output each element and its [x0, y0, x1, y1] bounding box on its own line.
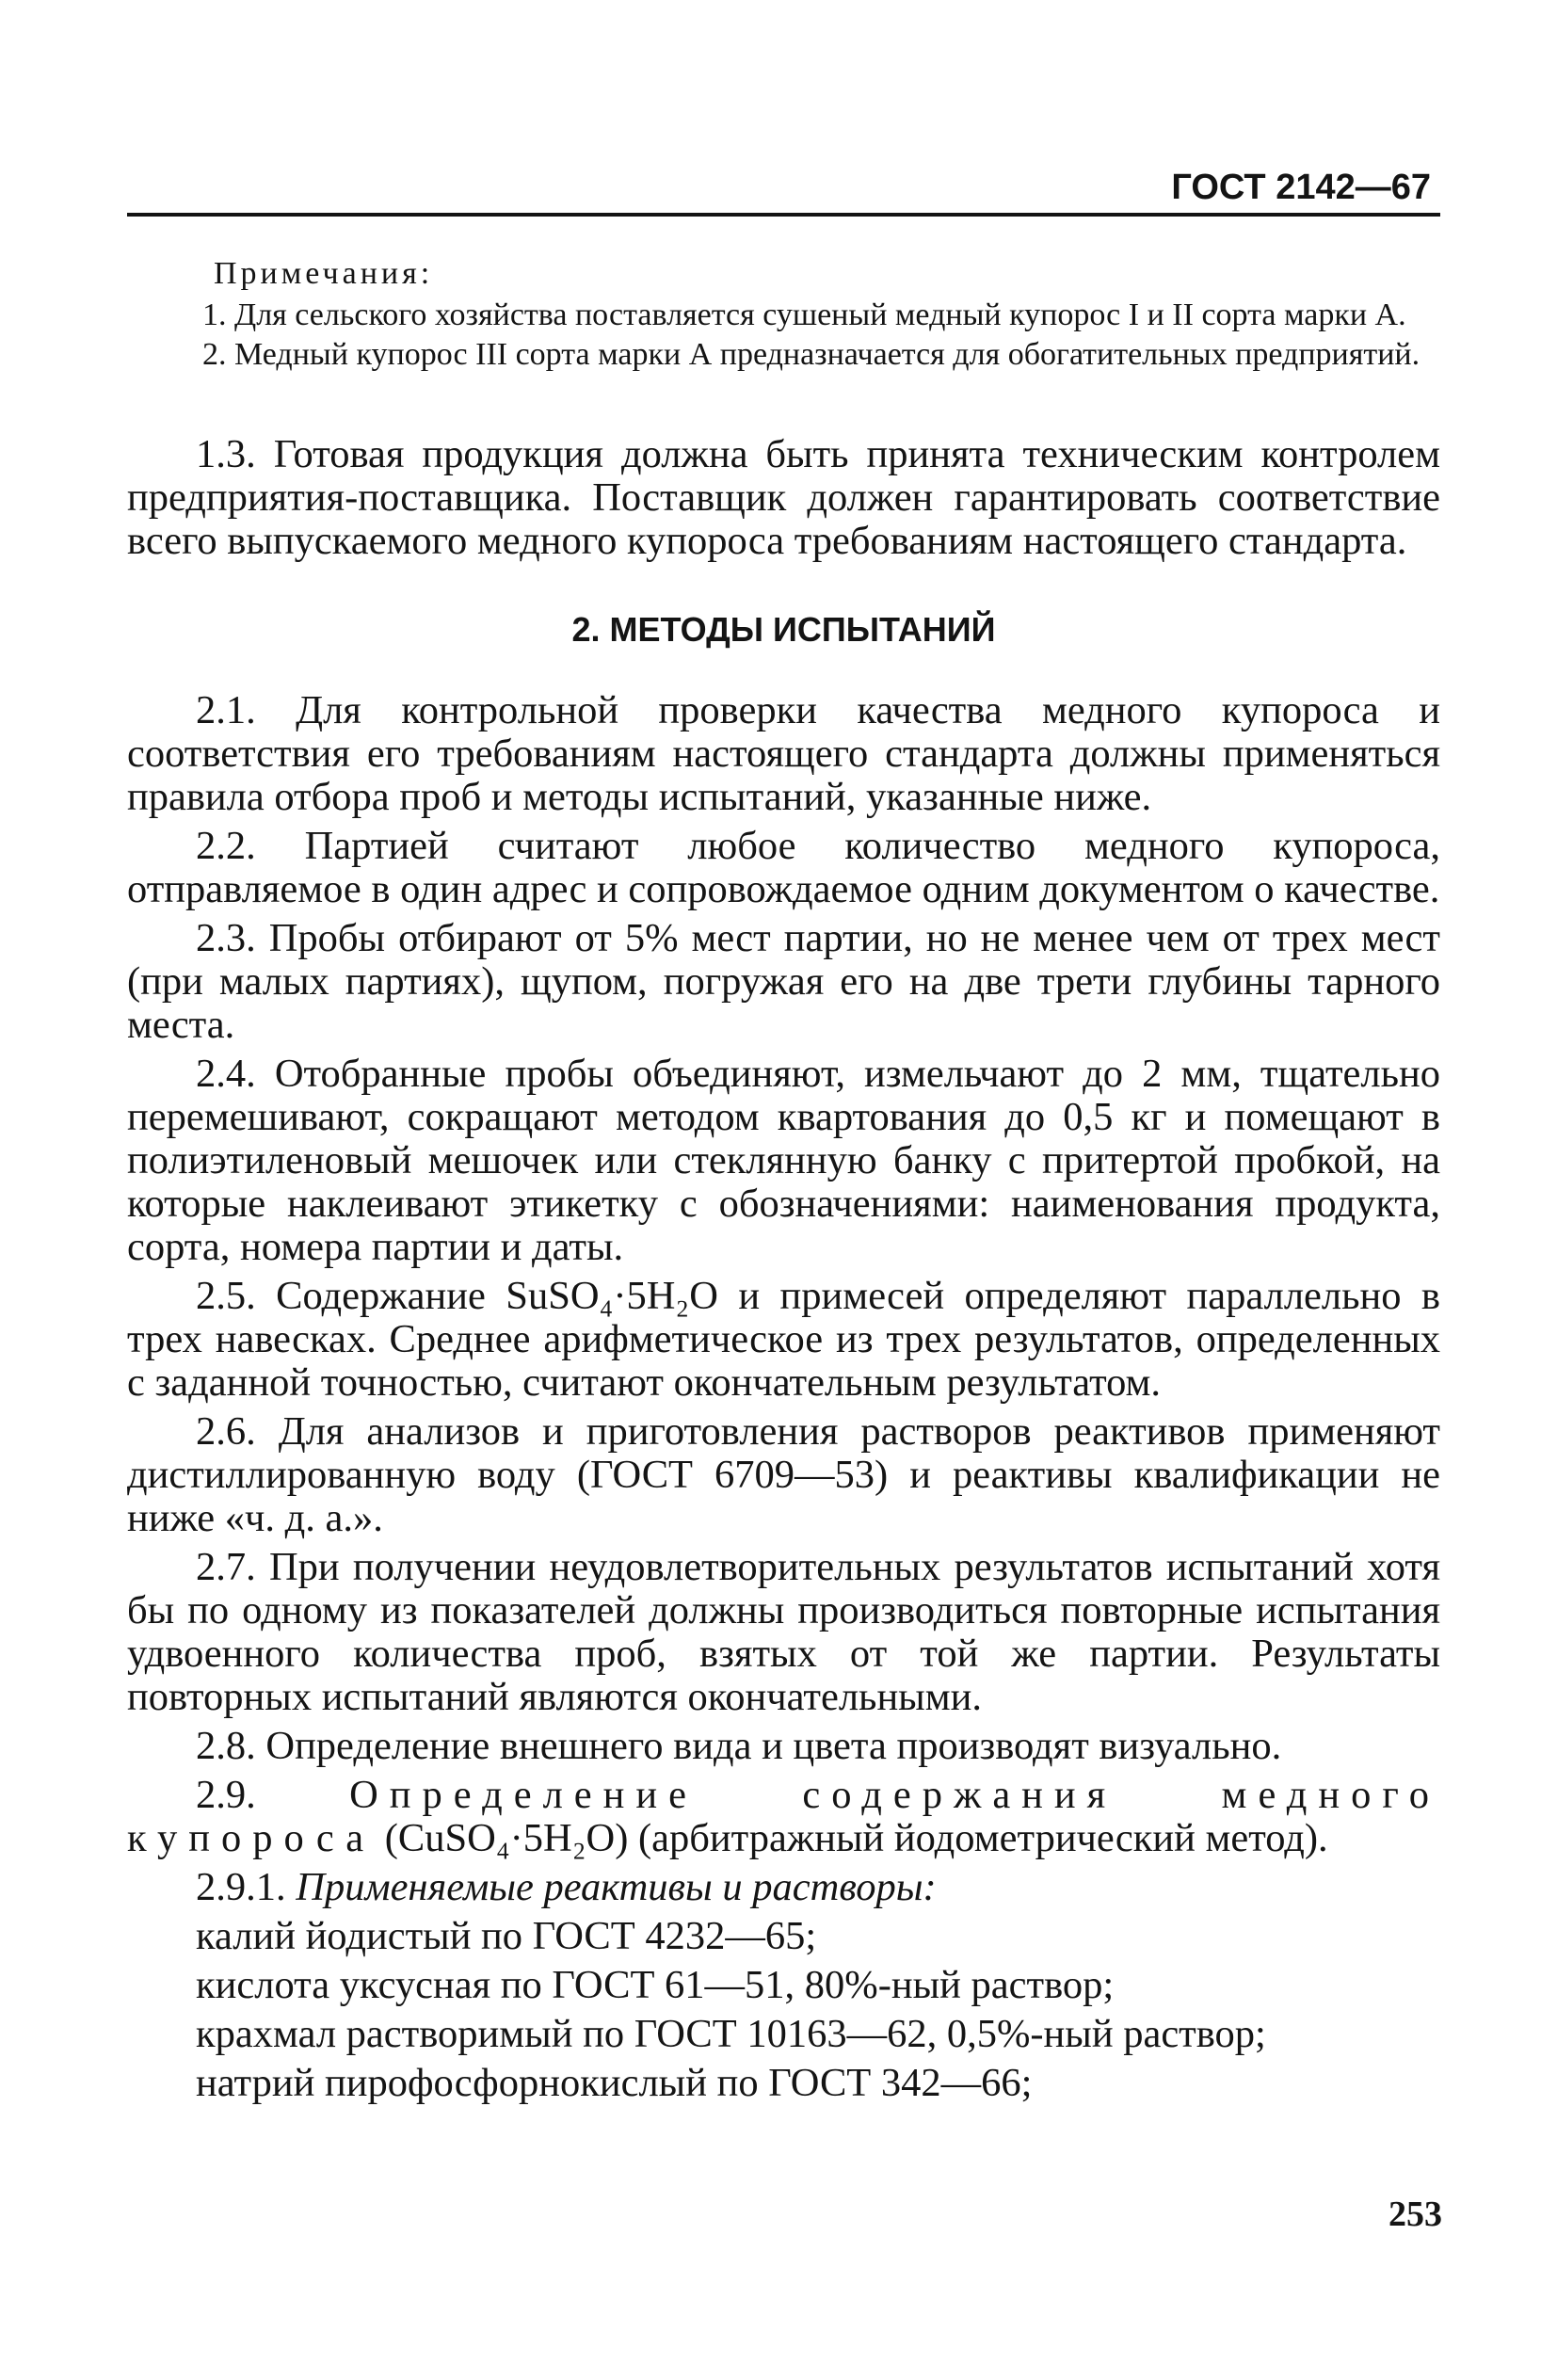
- reagent-item: натрий пирофосфорнокислый по ГОСТ 342—66;: [196, 2061, 1033, 2105]
- main-text: [127, 433, 1440, 2111]
- paragraph-2-6: 2.6. Для анализов и приготовления растворов реактивов применяют дистиллированную воду (ГОСТ 6709—53) и реактивы квалификации не ниже «ч. д. а.».: [127, 1409, 1440, 1540]
- paragraph-2-5: 2.5. Содержание SuSO₄·5H₂O и примесей определяют параллельно в трех навесках. Среднее арифметическое из трех результатов, определенных с заданной точностью, считают окончательным результатом.: [127, 1274, 1440, 1405]
- note-item: 2. Медный купорос III сорта марки А предназначается для обогатительных предприятий.: [202, 337, 1421, 372]
- paragraph-2-4: 2.4. Отобранные пробы объединяют, измельчают до 2 мм, тщательно перемешивают, сокращают методом квартования до 0,5 кг и помещают в полиэтиленовый мешочек или стеклянную банку с притертой пробкой, на которые наклеивают этикетку с обозначениями: наименования продукта, сорта, номера партии и даты.: [127, 1052, 1440, 1269]
- paragraph-2-9-title: Определение содержания медного купороса: [127, 1773, 1441, 1860]
- section-heading: 2. МЕТОДЫ ИСПЫТАНИЙ: [571, 610, 996, 649]
- paragraph-2-3: 2.3. Пробы отбирают от 5% мест партии, но не менее чем от трех мест (при малых партиях), щупом, погружая его на две трети глубины тарного места.: [127, 916, 1440, 1047]
- notes-title: Примечания:: [214, 256, 434, 291]
- paragraph-2-7: 2.7. При получении неудовлетворительных результатов испытаний хотя бы по одному из показателей должны производиться повторные испытания удвоенного количества проб, взятых от той же партии. Результаты повторных испытаний являются окончательными.: [127, 1545, 1440, 1719]
- paragraph-2-9-rest: (CuSO₄·5H₂O) (арбитражный йодометрический метод).: [384, 1816, 1328, 1860]
- standard-code: ГОСТ 2142—67: [1171, 168, 1431, 207]
- reagent-item: калий йодистый по ГОСТ 4232—65;: [196, 1914, 817, 1958]
- reagent-item: крахмал растворимый по ГОСТ 10163—62, 0,5%-ный раствор;: [196, 2012, 1266, 2056]
- notes-block: [127, 256, 1440, 377]
- paragraph-2-9-1: [127, 1866, 1440, 1909]
- page-number: 253: [1388, 2195, 1442, 2234]
- paragraph-1-3: 1.3. Готовая продукция должна быть принята техническим контролем предприятия-поставщика. Поставщик должен гарантировать соответствие всего выпускаемого медного купороса требованиям настоящего стандарта.: [127, 432, 1440, 563]
- header-rule: [127, 213, 1440, 217]
- paragraph-2-2: 2.2. Партией считают любое количество медного купороса, отправляемое в один адрес и сопровождаемое одним документом о качестве.: [127, 824, 1440, 911]
- paragraph-2-9: [127, 1774, 1440, 1860]
- paragraph-2-9-1-number: 2.9.1.: [196, 1865, 286, 1909]
- paragraph-2-1: 2.1. Для контрольной проверки качества медного купороса и соответствия его требованиям настоящего стандарта должны применяться правила отбора проб и методы испытаний, указанные ниже.: [127, 688, 1440, 819]
- paragraph-2-9-1-title: Применяемые реактивы и растворы:: [296, 1865, 937, 1909]
- paragraph-2-9-number: 2.9.: [196, 1773, 256, 1817]
- paragraph-2-8: 2.8. Определение внешнего вида и цвета производят визуально.: [196, 1724, 1282, 1768]
- reagent-item: кислота уксусная по ГОСТ 61—51, 80%-ный раствор;: [196, 1963, 1115, 2007]
- note-item: 1. Для сельского хозяйства поставляется сушеный медный купорос I и II сорта марки А.: [202, 298, 1406, 332]
- page-header: [127, 160, 1440, 217]
